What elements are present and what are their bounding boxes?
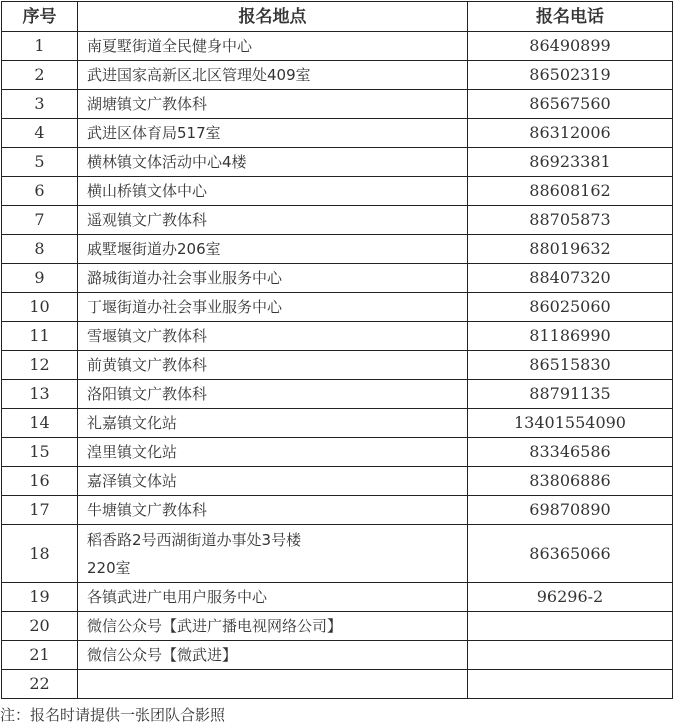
row-phone: 86365066	[468, 525, 673, 583]
table-row	[2, 148, 673, 177]
row-index: 21	[2, 641, 78, 670]
row-phone: 88791135	[468, 380, 673, 409]
row-index: 11	[2, 322, 78, 351]
row-location: 南夏墅街道全民健身中心	[78, 32, 468, 61]
table-row	[2, 409, 673, 438]
table-row	[2, 322, 673, 351]
row-location: 武进国家高新区北区管理处409室	[78, 61, 468, 90]
table-row	[2, 90, 673, 119]
row-location: 洛阳镇文广教体科	[78, 380, 468, 409]
row-location: 湟里镇文化站	[78, 438, 468, 467]
row-phone: 86490899	[468, 32, 673, 61]
table-row	[2, 235, 673, 264]
row-location: 潞城街道办社会事业服务中心	[78, 264, 468, 293]
row-phone: 88407320	[468, 264, 673, 293]
row-location: 丁堰街道办社会事业服务中心	[78, 293, 468, 322]
table-row	[2, 61, 673, 90]
row-phone: 13401554090	[468, 409, 673, 438]
row-phone: 86312006	[468, 119, 673, 148]
row-location: 牛塘镇文广教体科	[78, 496, 468, 525]
row-index: 13	[2, 380, 78, 409]
row-index: 19	[2, 583, 78, 612]
table-row	[2, 496, 673, 525]
table-row	[2, 119, 673, 148]
row-location: 遥观镇文广教体科	[78, 206, 468, 235]
header-location: 报名地点	[78, 2, 468, 32]
row-index: 10	[2, 293, 78, 322]
row-location	[78, 670, 468, 699]
row-index: 14	[2, 409, 78, 438]
row-location: 嘉泽镇文体站	[78, 467, 468, 496]
row-phone: 88608162	[468, 177, 673, 206]
row-location: 各镇武进广电用户服务中心	[78, 583, 468, 612]
row-phone	[468, 670, 673, 699]
table-row	[2, 206, 673, 235]
table-row	[2, 380, 673, 409]
row-phone: 86515830	[468, 351, 673, 380]
row-phone: 83346586	[468, 438, 673, 467]
row-location: 横林镇文体活动中心4楼	[78, 148, 468, 177]
row-index: 20	[2, 612, 78, 641]
row-index: 16	[2, 467, 78, 496]
row-index: 5	[2, 148, 78, 177]
row-location: 微信公众号【微武进】	[78, 641, 468, 670]
table-row	[2, 641, 673, 670]
row-index: 3	[2, 90, 78, 119]
header-phone: 报名电话	[468, 2, 673, 32]
row-location: 前黄镇文广教体科	[78, 351, 468, 380]
row-location: 稻香路2号西湖街道办事处3号楼220室	[78, 525, 468, 583]
row-phone	[468, 641, 673, 670]
row-location: 横山桥镇文体中心	[78, 177, 468, 206]
row-phone: 96296-2	[468, 583, 673, 612]
row-phone: 88705873	[468, 206, 673, 235]
row-phone: 83806886	[468, 467, 673, 496]
table-row	[2, 612, 673, 641]
row-index: 15	[2, 438, 78, 467]
row-index: 8	[2, 235, 78, 264]
row-phone: 86502319	[468, 61, 673, 90]
row-phone: 69870890	[468, 496, 673, 525]
note-text: 注：报名时请提供一张团队合影照	[0, 706, 226, 724]
table-row	[2, 467, 673, 496]
row-index: 1	[2, 32, 78, 61]
table-row	[2, 583, 673, 612]
header-row	[2, 2, 673, 32]
row-index: 22	[2, 670, 78, 699]
row-index: 6	[2, 177, 78, 206]
row-phone: 86025060	[468, 293, 673, 322]
row-index: 4	[2, 119, 78, 148]
table-row	[2, 32, 673, 61]
header-index: 序号	[2, 2, 78, 32]
row-phone: 86567560	[468, 90, 673, 119]
table-row	[2, 264, 673, 293]
row-index: 2	[2, 61, 78, 90]
table-row	[2, 670, 673, 699]
row-phone: 88019632	[468, 235, 673, 264]
row-location: 戚墅堰街道办206室	[78, 235, 468, 264]
row-phone	[468, 612, 673, 641]
row-location: 雪堰镇文广教体科	[78, 322, 468, 351]
row-index: 18	[2, 525, 78, 583]
row-location: 武进区体育局517室	[78, 119, 468, 148]
row-index: 7	[2, 206, 78, 235]
row-index: 17	[2, 496, 78, 525]
table-body	[2, 32, 673, 699]
row-location: 礼嘉镇文化站	[78, 409, 468, 438]
registration-table	[1, 1, 673, 699]
table-row	[2, 438, 673, 467]
row-index: 12	[2, 351, 78, 380]
table-row	[2, 351, 673, 380]
row-index: 9	[2, 264, 78, 293]
table-row	[2, 525, 673, 583]
row-phone: 86923381	[468, 148, 673, 177]
row-location: 湖塘镇文广教体科	[78, 90, 468, 119]
table-row	[2, 177, 673, 206]
row-location: 微信公众号【武进广播电视网络公司】	[78, 612, 468, 641]
row-phone: 81186990	[468, 322, 673, 351]
table-row	[2, 293, 673, 322]
